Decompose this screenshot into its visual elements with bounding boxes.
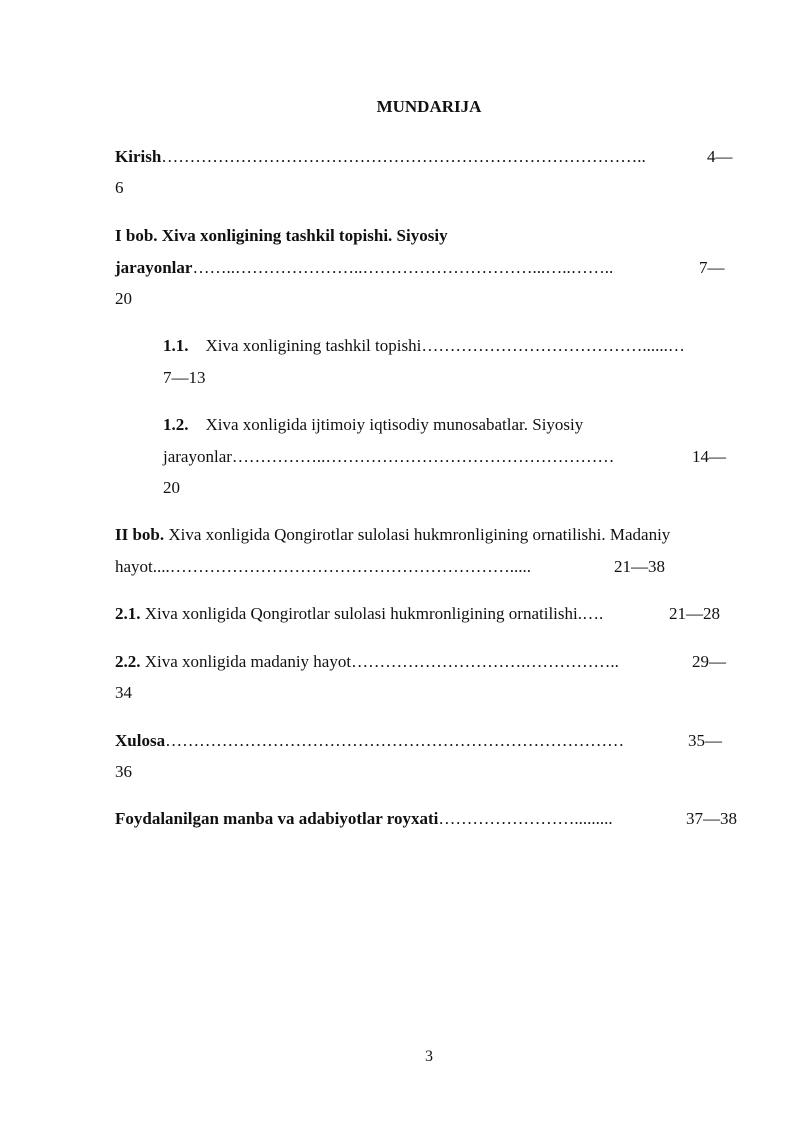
- toc-section-text: Xiva xonligida Qongirotlar sulolasi hukmronligining ornatilishi. Madaniy: [168, 525, 671, 544]
- toc-leader-dots: ……..…………………..…………………………...…..……..: [192, 258, 614, 277]
- page-number: 3: [425, 1048, 433, 1065]
- toc-entry-chapter-1: [115, 259, 613, 276]
- toc-leader-dots: ….: [582, 604, 604, 623]
- toc-pages: 29—: [692, 652, 726, 671]
- toc-entry-xulosa: [115, 732, 624, 749]
- toc-label: Xulosa: [115, 731, 166, 750]
- toc-leader-dots: ………………………………………………………………………: [165, 731, 625, 750]
- toc-section-number: 1.2.: [163, 415, 189, 434]
- toc-section-text: Xiva xonligida Qongirotlar sulolasi hukmronligining ornatilishi.: [144, 604, 582, 623]
- toc-label: Foydalanilgan manba va adabiyotlar royxati: [115, 809, 439, 828]
- toc-pages: 21—38: [614, 557, 665, 576]
- toc-section-number: 1.1.: [163, 336, 189, 355]
- toc-pages: 7—13: [163, 368, 206, 387]
- toc-pages: 35—: [688, 731, 722, 750]
- toc-leader-dots: ……………………………………………………..: [169, 557, 519, 576]
- toc-section-text: hayot....: [115, 557, 170, 576]
- toc-pages-cont: 20: [163, 478, 180, 497]
- toc-pages: 7—: [699, 258, 725, 277]
- toc-leader-dots: …………………….........: [438, 809, 613, 828]
- page-title: MUNDARIJA: [376, 97, 482, 116]
- toc-label: Kirish: [115, 147, 162, 166]
- toc-leader-dots: …………………………………………………………………………..: [161, 147, 646, 166]
- toc-pages-cont: 34: [115, 683, 132, 702]
- toc-entry-section-1-2: [163, 416, 583, 433]
- toc-pages: 4—: [707, 147, 733, 166]
- toc-pages-cont: 6: [115, 178, 124, 197]
- toc-label: jarayonlar: [115, 258, 193, 277]
- toc-entry-section-2-1: [115, 605, 603, 622]
- toc-entry-section-1-2-cont: [163, 448, 614, 465]
- toc-leader-dots: …………………………………......…: [421, 336, 685, 355]
- toc-entry-chapter-2-cont: [115, 558, 531, 575]
- toc-pages-cont: 36: [115, 762, 132, 781]
- toc-entry-section-1-1: [163, 337, 685, 354]
- toc-pages: 37—38: [686, 809, 737, 828]
- toc-section-text: jarayonlar: [163, 447, 232, 466]
- toc-pages: 14—: [692, 447, 726, 466]
- toc-entry-section-2-2: [115, 653, 619, 670]
- toc-entry-references: [115, 810, 613, 827]
- toc-pages-cont: 20: [115, 289, 132, 308]
- toc-section-number: 2.2.: [115, 652, 141, 671]
- toc-leader-dots: ………………………….……………..: [351, 652, 619, 671]
- toc-leader-dots-end: ...: [518, 557, 532, 576]
- toc-section-number: 2.1.: [115, 604, 141, 623]
- toc-entry-chapter-1-title: I bob. Xiva xonligining tashkil topishi. Siyosiy: [115, 226, 448, 245]
- toc-label: II bob.: [115, 525, 165, 544]
- toc-section-text: Xiva xonligida madaniy hayot: [144, 652, 352, 671]
- toc-pages: 21—28: [669, 604, 720, 623]
- toc-entry-chapter-2: [115, 526, 670, 543]
- toc-entry-kirish: [115, 148, 646, 165]
- toc-section-text: Xiva xonligining tashkil topishi: [205, 336, 422, 355]
- toc-section-text: Xiva xonligida ijtimoiy iqtisodiy munosabatlar. Siyosiy: [205, 415, 584, 434]
- toc-leader-dots: ……………..……………………………………………: [231, 447, 615, 466]
